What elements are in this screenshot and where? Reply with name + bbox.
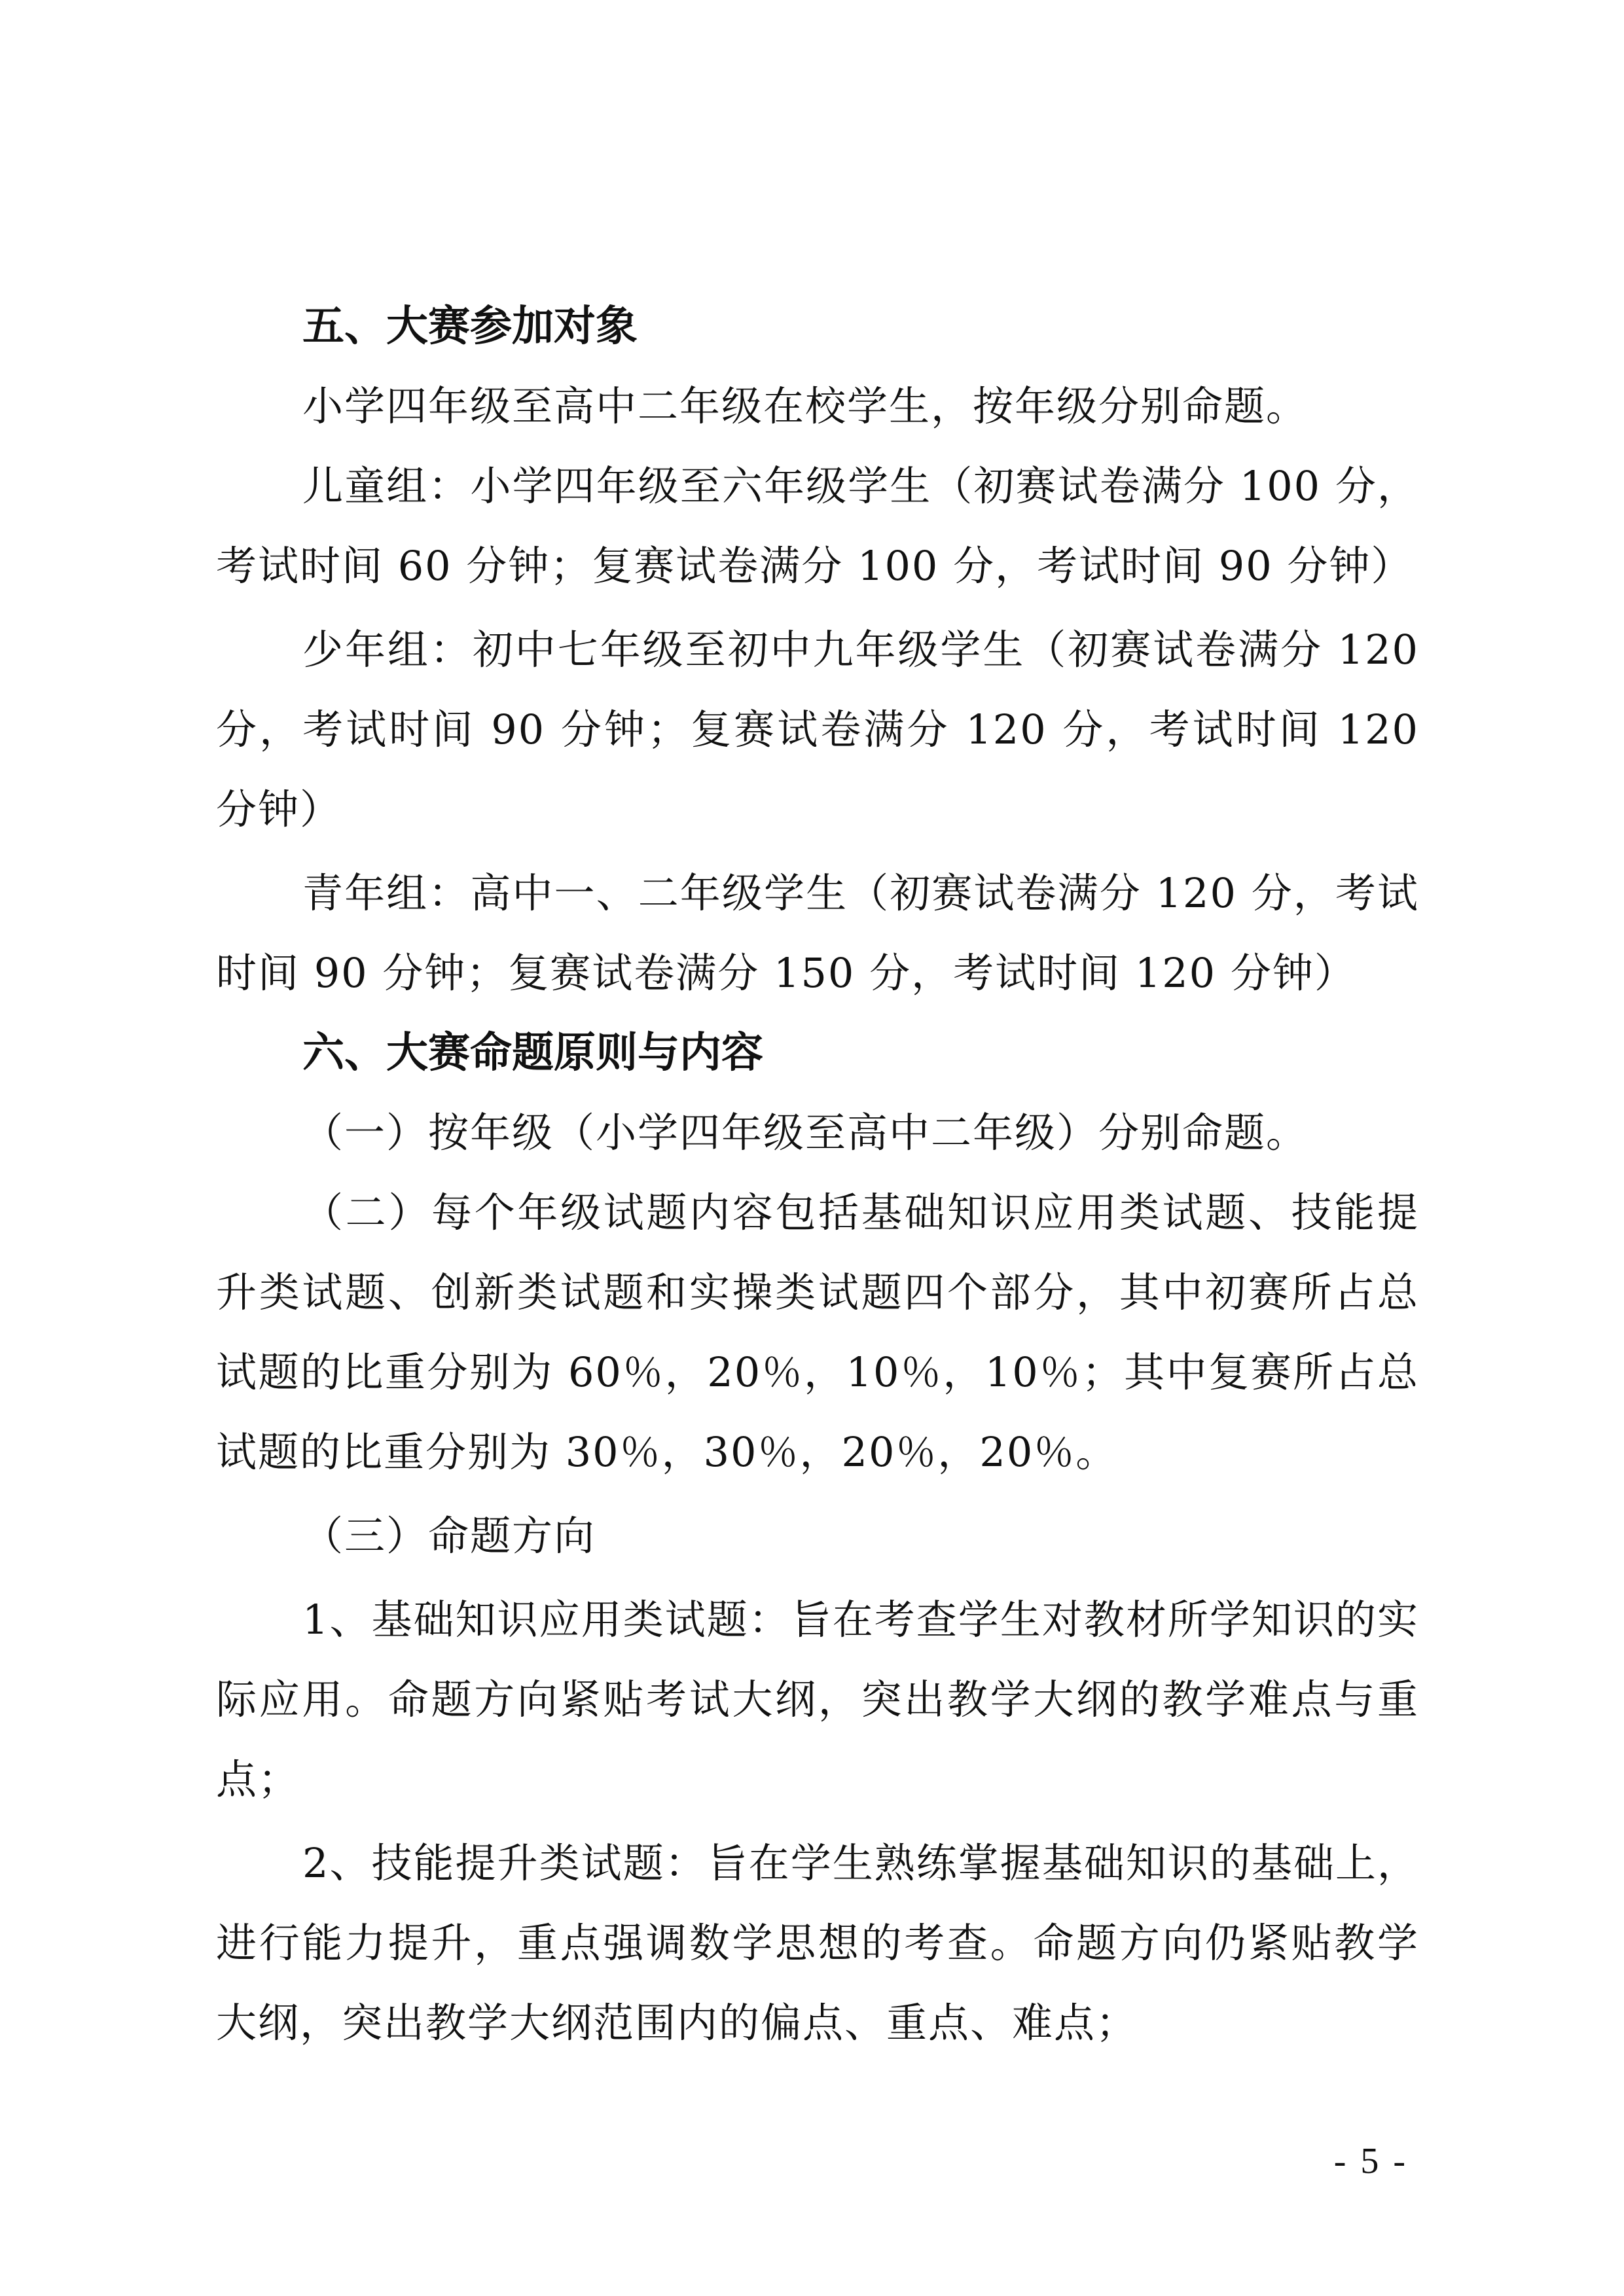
paragraph-principle-3: （三）命题方向 — [302, 1512, 596, 1560]
page-number: - 5 - — [1333, 2141, 1408, 2181]
section-heading-participants: 五、大赛参加对象 — [302, 302, 638, 351]
paragraph-junior-group: 少年组：初中七年级至初中九年级学生（初赛试卷满分 120 分，考试时间 90 分钟；复赛试卷满分 120 分，考试时间 120 分钟） — [216, 626, 1419, 833]
section-heading-principles: 六、大赛命题原则与内容 — [302, 1029, 763, 1077]
paragraph-principle-1: （一）按年级（小学四年级至高中二年级）分别命题。 — [302, 1109, 1308, 1157]
paragraph-skill-improvement: 2、技能提升类试题：旨在学生熟练掌握基础知识的基础上，进行能力提升，重点强调数学思想的考查。命题方向仍紧贴教学大纲，突出教学大纲范围内的偏点、重点、难点； — [216, 1839, 1419, 2047]
paragraph-children-group: 儿童组：小学四年级至六年级学生（初赛试卷满分 100 分，考试时间 60 分钟；复赛试卷满分 100 分，考试时间 90 分钟） — [216, 462, 1419, 590]
paragraph-youth-group: 青年组：高中一、二年级学生（初赛试卷满分 120 分，考试时间 90 分钟；复赛试卷满分 150 分，考试时间 120 分钟） — [216, 869, 1419, 997]
paragraph-eligibility: 小学四年级至高中二年级在校学生，按年级分别命题。 — [302, 382, 1308, 430]
paragraph-basic-knowledge: 1、基础知识应用类试题：旨在考查学生对教材所学知识的实际应用。命题方向紧贴考试大纲，突出教学大纲的教学难点与重点； — [216, 1596, 1419, 1803]
paragraph-principle-2: （二）每个年级试题内容包括基础知识应用类试题、技能提升类试题、创新类试题和实操类试题四个部分，其中初赛所占总试题的比重分别为 60％，20％，10％，10％；其中复赛所占总试题的比重分别为 30％，30％，20％，20％。 — [216, 1189, 1419, 1476]
document-body — [216, 287, 1419, 2063]
